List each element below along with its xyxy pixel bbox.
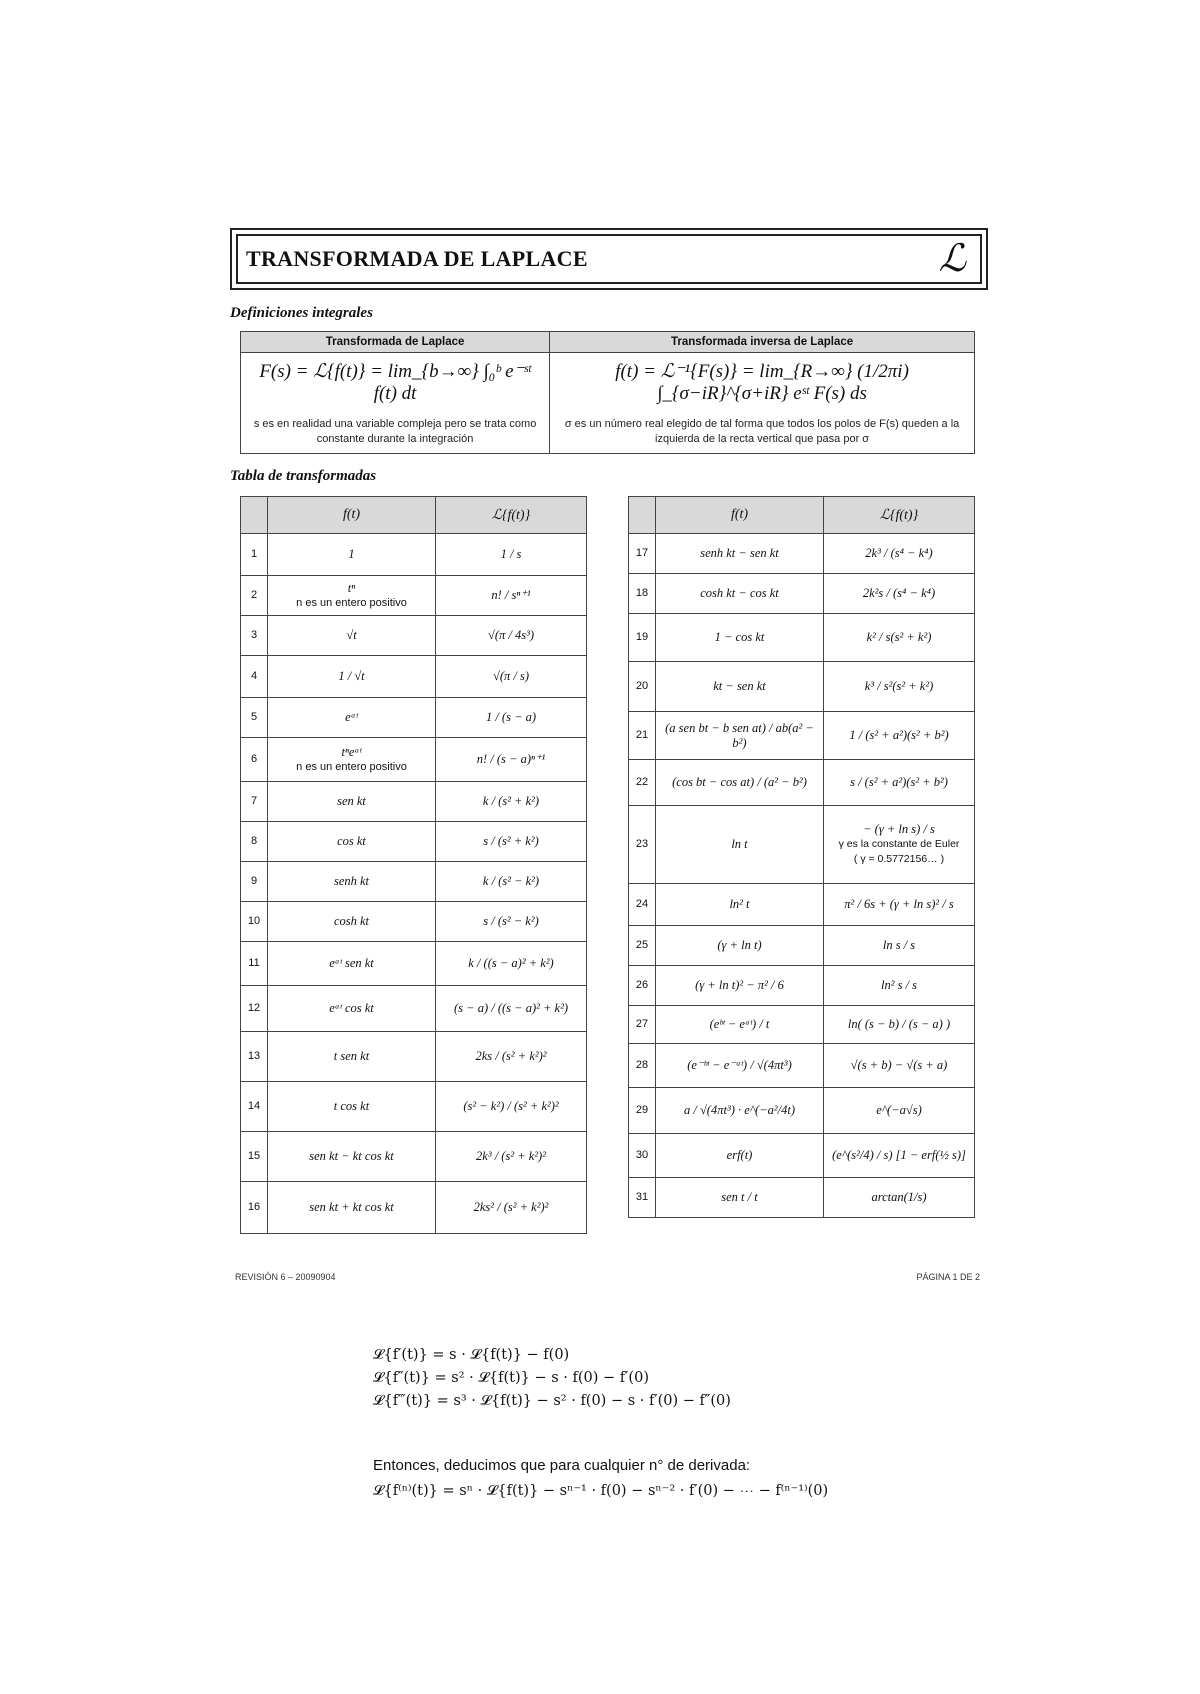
f-expression: cos kt	[337, 834, 366, 848]
L-expression: k³ / s²(s² + k²)	[864, 679, 934, 693]
row-index: 11	[241, 942, 268, 986]
f-expression: kt − sen kt	[713, 679, 766, 693]
f-expression: erf(t)	[726, 1148, 753, 1162]
f-cell	[268, 862, 436, 902]
L-cell	[824, 1044, 975, 1088]
f-cell	[268, 1182, 436, 1234]
f-note: n es un entero positivo	[296, 760, 407, 773]
table-row	[241, 986, 587, 1032]
f-cell	[656, 574, 824, 614]
row-index: 19	[629, 614, 656, 662]
row-index: 17	[629, 534, 656, 574]
row-index: 7	[241, 782, 268, 822]
f-expression: 1	[348, 547, 355, 561]
f-cell	[656, 884, 824, 926]
L-cell	[436, 534, 587, 576]
L-expression: − (γ + ln s) / s	[863, 822, 935, 836]
L-cell	[824, 712, 975, 760]
f-expression: (γ + ln t)² − π² / 6	[695, 978, 784, 992]
f-expression: (cos bt − cos at) / (a² − b²)	[672, 775, 807, 789]
f-expression: (a sen bt − b sen at) / ab(a² − b²)	[665, 720, 814, 750]
transforms-table-right	[628, 496, 975, 1218]
f-expression: cosh kt	[333, 914, 370, 928]
inverse-def-header: Transformada inversa de Laplace	[550, 332, 975, 353]
L-expression: s / (s² + a²)(s² + b²)	[850, 775, 948, 789]
laplace-def-header: Transformada de Laplace	[241, 332, 550, 353]
L-column-header: ℒ{f(t)}	[824, 497, 975, 534]
f-cell	[268, 1132, 436, 1182]
row-index: 31	[629, 1178, 656, 1218]
laplace-def-cell	[241, 353, 550, 454]
L-expression: (s − a) / ((s − a)² + k²)	[453, 1001, 569, 1015]
L-cell	[436, 698, 587, 738]
table-row	[241, 576, 587, 616]
row-index: 6	[241, 738, 268, 782]
L-cell	[824, 966, 975, 1006]
f-expression: (γ + ln t)	[717, 938, 762, 952]
f-expression: senh kt	[333, 874, 370, 888]
table-row	[629, 712, 975, 760]
f-cell	[656, 806, 824, 884]
L-expression: e^(−a√s)	[876, 1103, 922, 1117]
table-row	[629, 1178, 975, 1218]
f-cell	[268, 822, 436, 862]
table-row	[629, 806, 975, 884]
table-row	[241, 738, 587, 782]
f-expression: eᵃᵗ sen kt	[329, 956, 374, 970]
L-expression: (e^(s²/4) / s) [1 − erf(½ s)]	[832, 1148, 966, 1162]
f-expression: ln² t	[729, 897, 750, 911]
f-column-header: f(t)	[268, 497, 436, 534]
row-index: 24	[629, 884, 656, 926]
f-cell	[656, 926, 824, 966]
L-cell	[436, 1132, 587, 1182]
table-row	[629, 614, 975, 662]
page-title: TRANSFORMADA DE LAPLACE	[246, 246, 588, 271]
inverse-def-cell	[550, 353, 975, 454]
row-index: 5	[241, 698, 268, 738]
f-cell	[656, 760, 824, 806]
L-cell	[436, 1032, 587, 1082]
L-expression: 2ks² / (s² + k²)²	[473, 1200, 549, 1214]
L-cell	[436, 1182, 587, 1234]
f-cell	[268, 656, 436, 698]
row-index: 25	[629, 926, 656, 966]
L-expression: 2k³ / (s⁴ − k⁴)	[865, 546, 933, 560]
row-index: 22	[629, 760, 656, 806]
L-cell	[824, 884, 975, 926]
table-row	[629, 884, 975, 926]
row-index: 15	[241, 1132, 268, 1182]
row-index: 4	[241, 656, 268, 698]
table-row	[629, 1088, 975, 1134]
f-expression: sen kt + kt cos kt	[309, 1200, 394, 1214]
L-expression: √(π / s)	[492, 669, 530, 683]
row-index: 9	[241, 862, 268, 902]
row-index: 23	[629, 806, 656, 884]
L-cell	[436, 616, 587, 656]
f-cell	[268, 576, 436, 616]
derivative-formulas	[373, 1344, 731, 1413]
f-expression: t cos kt	[333, 1099, 370, 1113]
index-header	[629, 497, 656, 534]
L-cell	[824, 806, 975, 884]
f-cell	[656, 1088, 824, 1134]
table-row	[629, 574, 975, 614]
f-cell	[656, 1044, 824, 1088]
row-index: 29	[629, 1088, 656, 1134]
derivative-line-3: 𝓛{f‴(t)} = s³ · 𝓛{f(t)} − s² · f(0) − s · f′(0) − f″(0)	[373, 1393, 731, 1409]
row-index: 27	[629, 1006, 656, 1044]
L-cell	[824, 534, 975, 574]
f-cell	[656, 614, 824, 662]
table-row	[241, 1082, 587, 1132]
L-cell	[824, 1134, 975, 1178]
L-expression: (s² − k²) / (s² + k²)²	[463, 1099, 559, 1113]
table-row	[241, 534, 587, 576]
L-cell	[436, 576, 587, 616]
L-expression: k² / s(s² + k²)	[866, 630, 932, 644]
inverse-note: σ es un número real elegido de tal forma que todos los polos de F(s) queden a la izquierda de la recta vertical que pasa por σ	[564, 417, 960, 445]
row-index: 3	[241, 616, 268, 656]
L-cell	[436, 986, 587, 1032]
row-index: 2	[241, 576, 268, 616]
f-cell	[656, 1178, 824, 1218]
f-expression: cosh kt − cos kt	[700, 586, 779, 600]
f-cell	[656, 966, 824, 1006]
f-expression: eᵃᵗ	[345, 710, 358, 724]
L-expression: k / ((s − a)² + k²)	[468, 956, 554, 970]
f-cell	[656, 534, 824, 574]
row-index: 30	[629, 1134, 656, 1178]
L-expression: n! / (s − a)ⁿ⁺¹	[476, 752, 546, 766]
L-cell	[436, 1082, 587, 1132]
L-expression: ln s / s	[882, 938, 916, 952]
f-expression: (eᵇᵗ − eᵃᵗ) / t	[709, 1017, 770, 1031]
laplace-note: s es en realidad una variable compleja pero se trata como constante durante la integración	[253, 417, 537, 445]
row-index: 12	[241, 986, 268, 1032]
L-cell	[436, 738, 587, 782]
f-expression: sen kt	[337, 794, 366, 808]
inverse-formula: f(t) = ℒ⁻¹{F(s)} = lim_{R→∞} (1/2πi) ∫_{σ−iR}^{σ+iR} eˢᵗ F(s) ds	[615, 360, 909, 404]
L-expression: ln( (s − b) / (s − a) )	[847, 1017, 951, 1031]
f-cell	[268, 782, 436, 822]
f-expression: tⁿeᵃᵗ	[341, 744, 362, 759]
L-cell	[824, 1178, 975, 1218]
f-cell	[268, 534, 436, 576]
row-index: 28	[629, 1044, 656, 1088]
row-index: 20	[629, 662, 656, 712]
table-row	[629, 662, 975, 712]
f-expression: eᵃᵗ cos kt	[329, 1001, 374, 1015]
L-cell	[824, 1088, 975, 1134]
table-row	[629, 966, 975, 1006]
table-row	[629, 926, 975, 966]
f-expression: ln t	[731, 837, 748, 851]
f-expression: sen t / t	[721, 1190, 758, 1204]
L-expression: √(s + b) − √(s + a)	[850, 1058, 948, 1072]
f-cell	[268, 942, 436, 986]
table-row	[241, 902, 587, 942]
row-index: 14	[241, 1082, 268, 1132]
L-expression: √(π / 4s³)	[487, 628, 535, 642]
L-cell	[436, 942, 587, 986]
laplace-logo-icon: ℒ	[938, 236, 966, 280]
footer-revision: REVISIÓN 6 – 20090904	[235, 1272, 336, 1282]
table-row	[629, 1134, 975, 1178]
L-expression: 2k³ / (s² + k²)²	[476, 1149, 546, 1163]
L-expression: 1 / (s² + a²)(s² + b²)	[849, 728, 949, 742]
f-expression: 1 − cos kt	[714, 630, 765, 644]
title-inner-frame	[236, 234, 982, 284]
table-row	[241, 698, 587, 738]
L-cell	[824, 614, 975, 662]
title-box	[230, 228, 988, 290]
L-expression: s / (s² − k²)	[483, 914, 539, 928]
L-expression: ln² s / s	[880, 978, 918, 992]
L-cell	[436, 902, 587, 942]
f-expression: a / √(4πt³) · e^(−a²/4t)	[683, 1103, 796, 1117]
f-note: n es un entero positivo	[296, 596, 407, 609]
L-expression: 2k²s / (s⁴ − k⁴)	[862, 586, 936, 600]
L-cell	[824, 1006, 975, 1044]
f-expression: 1 / √t	[338, 669, 365, 683]
row-index: 10	[241, 902, 268, 942]
table-row	[241, 616, 587, 656]
row-index: 13	[241, 1032, 268, 1082]
L-cell	[824, 760, 975, 806]
row-index: 21	[629, 712, 656, 760]
f-cell	[656, 712, 824, 760]
f-cell	[268, 1032, 436, 1082]
f-expression: sen kt − kt cos kt	[309, 1149, 394, 1163]
table-row	[629, 760, 975, 806]
row-index: 16	[241, 1182, 268, 1234]
table-row	[241, 1132, 587, 1182]
table-row	[241, 942, 587, 986]
table-row	[241, 1182, 587, 1234]
L-cell	[436, 782, 587, 822]
table-row	[241, 1032, 587, 1082]
f-cell	[268, 902, 436, 942]
laplace-formula: F(s) = ℒ{f(t)} = lim_{b→∞} ∫₀ᵇ e⁻ˢᵗ f(t) dt	[259, 360, 531, 404]
derivative-general: 𝓛{f⁽ⁿ⁾(t)} = sⁿ · 𝓛{f(t)} − sⁿ⁻¹ · f(0) − sⁿ⁻² · f′(0) − ⋯ − f⁽ⁿ⁻¹⁾(0)	[373, 1483, 829, 1499]
f-expression: t sen kt	[333, 1049, 370, 1063]
L-cell	[436, 862, 587, 902]
L-note: γ es la constante de Euler ( γ = 0.5772156… )	[838, 838, 960, 865]
table-row	[241, 822, 587, 862]
f-cell	[268, 616, 436, 656]
f-cell	[656, 662, 824, 712]
L-cell	[824, 662, 975, 712]
definitions-table	[240, 331, 975, 454]
L-expression: n! / sⁿ⁺¹	[491, 588, 531, 602]
f-expression: (e⁻ᵇᵗ − e⁻ᵃᵗ) / √(4πt³)	[687, 1058, 792, 1072]
L-expression: 1 / (s − a)	[485, 710, 537, 724]
row-index: 1	[241, 534, 268, 576]
derivative-line-2: 𝓛{f″(t)} = s² · 𝓛{f(t)} − s · f(0) − f′(0)	[373, 1370, 649, 1386]
row-index: 8	[241, 822, 268, 862]
f-expression: senh kt − sen kt	[700, 546, 779, 560]
L-expression: arctan(1/s)	[871, 1190, 927, 1204]
L-cell	[824, 574, 975, 614]
L-column-header: ℒ{f(t)}	[436, 497, 587, 534]
L-expression: s / (s² + k²)	[483, 834, 539, 848]
index-header	[241, 497, 268, 534]
table-row	[629, 534, 975, 574]
f-cell	[268, 1082, 436, 1132]
row-index: 26	[629, 966, 656, 1006]
f-expression: tⁿ	[347, 580, 356, 595]
L-expression: π² / 6s + (γ + ln s)² / s	[844, 897, 954, 911]
L-cell	[824, 926, 975, 966]
f-cell	[656, 1134, 824, 1178]
table-row	[241, 782, 587, 822]
table-row	[629, 1044, 975, 1088]
L-cell	[436, 822, 587, 862]
f-expression: √t	[346, 628, 357, 642]
definitions-heading: Definiciones integrales	[230, 305, 373, 321]
f-cell	[268, 738, 436, 782]
f-cell	[268, 986, 436, 1032]
table-row	[241, 656, 587, 698]
f-cell	[268, 698, 436, 738]
footer-page: PÁGINA 1 DE 2	[916, 1272, 980, 1282]
row-index: 18	[629, 574, 656, 614]
f-column-header: f(t)	[656, 497, 824, 534]
f-cell	[656, 1006, 824, 1044]
L-cell	[436, 656, 587, 698]
table-row	[241, 862, 587, 902]
L-expression: 1 / s	[500, 547, 522, 561]
transforms-heading: Tabla de transformadas	[230, 468, 377, 484]
derivative-line-1: 𝓛{f′(t)} = s · 𝓛{f(t)} − f(0)	[373, 1347, 570, 1363]
L-expression: k / (s² + k²)	[482, 794, 540, 808]
table-row	[629, 1006, 975, 1044]
L-expression: 2ks / (s² + k²)²	[475, 1049, 547, 1063]
L-expression: k / (s² − k²)	[482, 874, 540, 888]
transforms-table-left	[240, 496, 587, 1234]
derivative-intro: Entonces, deducimos que para cualquier n° de derivada:	[373, 1457, 751, 1474]
